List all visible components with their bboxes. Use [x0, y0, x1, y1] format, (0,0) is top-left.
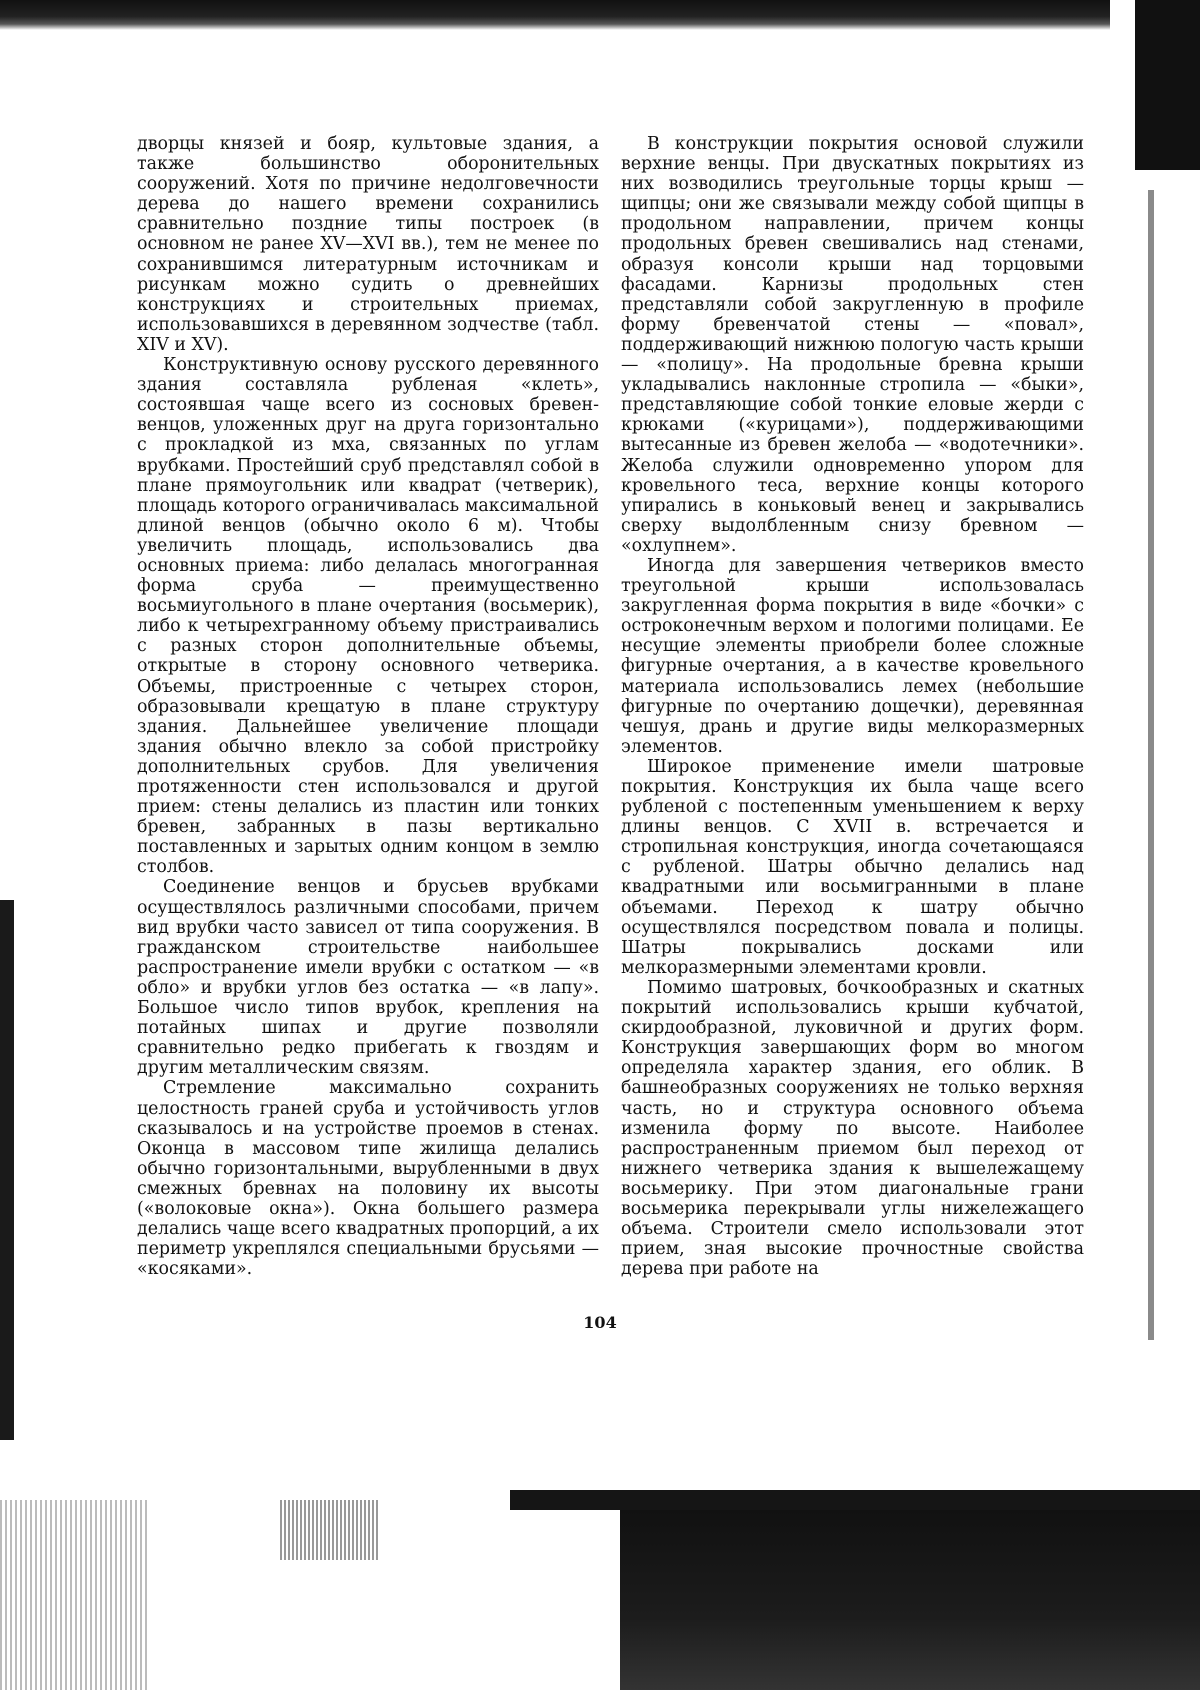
scan-artifact-bottom-band: [510, 1490, 1200, 1510]
scan-artifact-right-edge: [1148, 190, 1154, 1340]
scan-artifact-bottom-left: [0, 1500, 150, 1690]
scan-artifact-top-right: [1135, 0, 1200, 170]
left-paragraph-1: дворцы князей и бояр, культовые здания, а также большинство оборонительных сооружений. Хотя по причине недолговечности дерева до нашего времени сохранились сравнительно поздние типы построек (в основном не ранее XV—XVI вв.), тем не менее по сохранившимся литературным источникам и рисункам можно судить о древнейших конструкциях и строительных приемах, использовавшихся в деревянном зодчестве (табл. XIV и XV).: [137, 134, 599, 355]
left-paragraph-2: Конструктивную основу русского деревянного здания составляла рубленая «клеть», состоявшая чаще всего из сосновых бревен-венцов, уложенных друг на друга горизонтально с прокладкой из мха, связанных по углам врубками. Простейший сруб представлял собой в плане прямоугольник или квадрат (четверик), площадь которого ограничивалась максимальной длиной венцов (обычно около 6 м). Чтобы увеличить площадь, использовались два основных приема: либо делалась многогранная форма сруба — преимущественно восьмиугольного в плане очертания (восьмерик), либо к четырехгранному объему пристраивались с разных сторон дополнительные объемы, открытые в сторону основного четверика. Объемы, пристроенные с четырех сторон, образовывали крещатую в плане структуру здания. Дальнейшее увеличение площади здания обычно влекло за собой пристройку дополнительных срубов. Для увеличения протяженности стен использовался и другой прием: стены делались из пластин или тонких бревен, забранных в пазы вертикально поставленных и зарытых одним концом в землю столбов.: [137, 355, 599, 878]
right-paragraph-2: Иногда для завершения четвериков вместо треугольной крыши использовалась закругленная форма покрытия в виде «бочки» с остроконечным верхом и пологими полицами. Ее несущие элементы приобрели более сложные фигурные очертания, а в качестве кровельного материала использовались лемех (небольшие фигурные по очертанию дощечки), деревянная чешуя, дрань и другие виды мелкоразмерных элементов.: [621, 555, 1084, 757]
right-paragraph-1: В конструкции покрытия основой служили верхние венцы. При двускатных покрытиях из них возводились треугольные торцы крыш — щипцы; они же связывали между собой щипцы в продольном направлении, причем концы продольных бревен свешивались над стенами, образуя консоли крыши над торцовыми фасадами. Карнизы продольных стен представляли собой закругленную в профиле форму бревенчатой стены — «повал», поддерживающий нижнюю пологую часть крыши — «полицу». На продольные бревна крыши укладывались наклонные стропила — «быки», представляющие собой тонкие еловые жерди с крюками («курицами»), поддерживающими вытесанные из бревен желоба — «водотечники». Желоба служили одновременно упором для кровельного теса, верхние концы которого упирались в коньковый венец и закрывались сверху выдолбленным снизу бревном — «охлупнем».: [621, 134, 1084, 556]
right-text-column: [621, 134, 1084, 1279]
scan-artifact-top: [0, 0, 1110, 30]
left-text-column: [137, 134, 599, 1279]
page-number: 104: [583, 1313, 617, 1332]
left-paragraph-4: Стремление максимально сохранить целостность граней сруба и устойчивость углов сказывалось и на устройстве проемов в стенах. Оконца в массовом типе жилища делались обычно горизонтальными, вырубленными в двух смежных бревнах на половину их высоты («волоковые окна»). Окна большего размера делались чаще всего квадратных пропорций, а их периметр укреплялся специальными брусьями — «косяками».: [137, 1078, 599, 1280]
right-paragraph-3: Широкое применение имели шатровые покрытия. Конструкция их была чаще всего рубленой с постепенным уменьшением к верху длины венцов. С XVII в. встречается и стропильная конструкция, иногда сочетающаяся с рубленой. Шатры обычно делались над квадратными или восьмигранными в плане объемами. Переход к шатру обычно осуществлялся посредством повала и полицы. Шатры покрывались досками или мелкоразмерными элементами кровли.: [621, 756, 1084, 978]
scan-artifact-bottom-mid: [280, 1500, 380, 1560]
left-paragraph-3: Соединение венцов и брусьев врубками осуществлялось различными способами, причем вид врубки часто зависел от типа сооружения. В гражданском строительстве наибольшее распространение имели врубки с остатком — «в обло» и врубки углов без остатка — «в лапу». Большое число типов врубок, крепления на потайных шипах и другие позволяли сравнительно редко прибегать к гвоздям и другим металлическим связям.: [137, 877, 599, 1079]
right-paragraph-4: Помимо шатровых, бочкообразных и скатных покрытий использовались крыши кубчатой, скирдообразной, луковичной и других форм. Конструкция завершающих форм во многом определяла характер здания, его облик. В башнеобразных сооружениях не только верхняя часть, но и структура основного объема изменила форму по высоте. Наиболее распространенным приемом был переход от нижнего четверика здания к вышележащему восьмерику. При этом диагональные грани восьмерика перекрывали углы нижележащего объема. Строители смело использовали этот прием, зная высокие прочностные свойства дерева при работе на: [621, 977, 1084, 1280]
scan-artifact-bottom-block: [620, 1510, 1200, 1690]
scan-artifact-left-edge: [0, 900, 14, 1440]
